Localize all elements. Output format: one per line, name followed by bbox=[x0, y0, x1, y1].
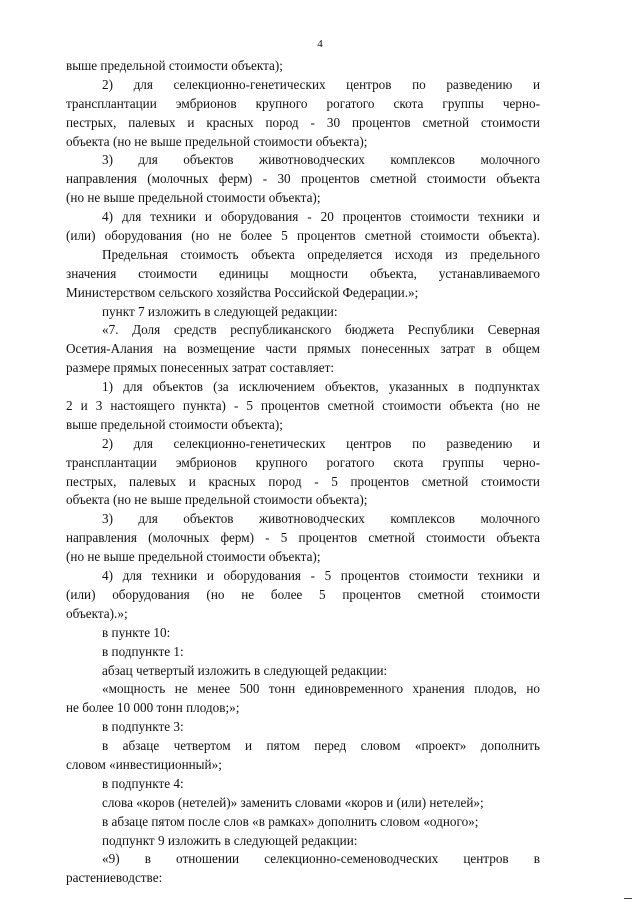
page-number: 4 bbox=[317, 38, 323, 50]
text-line: выше предельной стоимости объекта); bbox=[66, 416, 283, 432]
text-line: слова «коров (нетелей)» заменить словами «коров и (или) нетелей»; bbox=[102, 794, 484, 810]
text-line: в пункте 10: bbox=[102, 624, 171, 640]
text-line: (но не выше предельной стоимости объекта); bbox=[66, 190, 321, 206]
text-line: направления (молочных ферм) - 5 процентов сметной стоимости объекта bbox=[66, 530, 540, 546]
text-line: в подпункте 1: bbox=[102, 643, 184, 659]
text-line: 3) для объектов животноводческих комплексов молочного bbox=[102, 511, 540, 527]
text-line: объекта).»; bbox=[66, 605, 128, 621]
text-line: пестрых, палевых и красных пород - 30 процентов сметной стоимости bbox=[66, 114, 540, 130]
text-line: значения стоимости единицы мощности объекта, устанавливаемого bbox=[66, 265, 540, 281]
text-line: 1) для объектов (за исключением объектов, указанных в подпунктах bbox=[102, 379, 540, 395]
text-line: «9) в отношении селекционно-семеноводческих центров в bbox=[102, 851, 540, 867]
text-line: объекта (но не выше предельной стоимости объекта); bbox=[66, 133, 368, 149]
text-line: Осетия-Алания на возмещение части прямых понесенных затрат в общем bbox=[66, 341, 540, 357]
text-line: размере прямых понесенных затрат составляет: bbox=[66, 360, 335, 376]
text-line: трансплантации эмбрионов крупного рогатого скота группы черно- bbox=[66, 95, 540, 111]
text-line: в абзаце четвертом и пятом перед словом «проект» дополнить bbox=[102, 738, 540, 754]
text-line: объекта (но не выше предельной стоимости объекта); bbox=[66, 492, 368, 508]
text-line: пестрых, палевых и красных пород - 5 процентов сметной стоимости bbox=[66, 473, 540, 489]
text-line: Предельная стоимость объекта определяется исходя из предельного bbox=[102, 246, 540, 262]
text-line: 2) для селекционно-генетических центров по разведению и bbox=[102, 435, 540, 451]
text-line: пункт 7 изложить в следующей редакции: bbox=[102, 303, 338, 319]
text-line: выше предельной стоимости объекта); bbox=[66, 58, 283, 73]
text-line: 2 и 3 настоящего пункта) - 5 процентов сметной стоимости объекта (но не bbox=[66, 398, 540, 414]
text-line: 2) для селекционно-генетических центров по разведению и bbox=[102, 76, 540, 92]
text-line: «мощность не менее 500 тонн единовременного хранения плодов, но bbox=[102, 681, 540, 697]
text-line: абзац четвертый изложить в следующей редакции: bbox=[102, 662, 388, 678]
text-line: в подпункте 4: bbox=[102, 775, 184, 791]
text-line: (или) оборудования (но не более 5 процентов сметной стоимости объекта). bbox=[66, 228, 540, 244]
text-line: 4) для техники и оборудования - 5 процентов стоимости техники и bbox=[102, 568, 540, 584]
text-line: в подпункте 3: bbox=[102, 719, 184, 735]
document-body bbox=[66, 57, 540, 888]
text-line: «7. Доля средств республиканского бюджета Республики Северная bbox=[102, 322, 540, 338]
scan-corner-mark bbox=[624, 898, 632, 899]
text-line: Министерством сельского хозяйства Российской Федерации.»; bbox=[66, 284, 419, 300]
text-line: растениеводстве: bbox=[66, 870, 163, 886]
text-line: направления (молочных ферм) - 30 процентов сметной стоимости объекта bbox=[66, 171, 540, 187]
text-line: 3) для объектов животноводческих комплексов молочного bbox=[102, 152, 540, 168]
text-line: словом «инвестиционный»; bbox=[66, 756, 222, 772]
text-line: в абзаце пятом после слов «в рамках» дополнить словом «одного»; bbox=[102, 813, 479, 829]
text-line: (но не выше предельной стоимости объекта); bbox=[66, 549, 321, 565]
text-line: не более 10 000 тонн плодов;»; bbox=[66, 700, 240, 716]
text-line: (или) оборудования (но не более 5 процентов сметной стоимости bbox=[66, 586, 540, 602]
text-line: 4) для техники и оборудования - 20 процентов стоимости техники и bbox=[102, 209, 540, 225]
text-line: трансплантации эмбрионов крупного рогатого скота группы черно- bbox=[66, 454, 540, 470]
text-line: подпункт 9 изложить в следующей редакции: bbox=[102, 832, 358, 848]
